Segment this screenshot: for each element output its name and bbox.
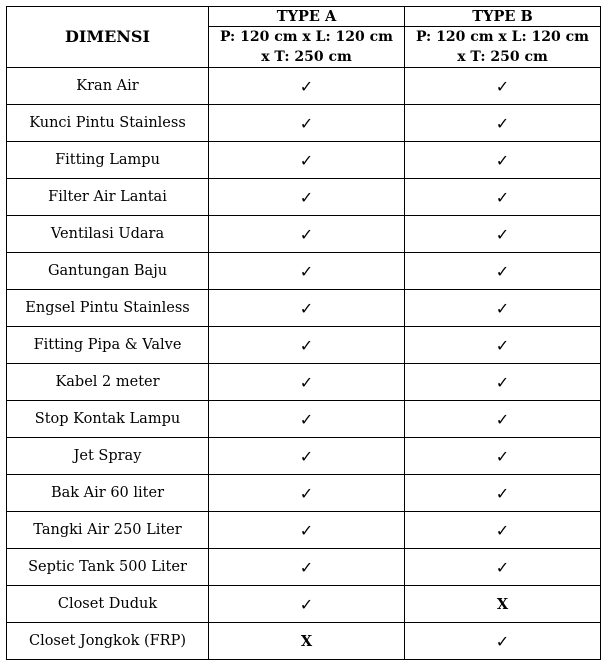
table-row [7,364,601,401]
type-a-dimension-line-2: x T: 250 cm [261,49,352,65]
type-a-check-icon: ✓ [209,475,405,512]
dimension-header: DIMENSI [7,7,209,68]
item-name: Jet Spray [7,438,209,475]
item-name: Closet Duduk [7,586,209,623]
table-row [7,438,601,475]
type-a-check-icon: ✓ [209,512,405,549]
type-b-check-icon: ✓ [405,68,601,105]
table-body [7,68,601,660]
type-b-check-icon: ✓ [405,290,601,327]
table-row [7,290,601,327]
type-b-check-icon: ✓ [405,364,601,401]
table-row [7,549,601,586]
type-a-check-icon: ✓ [209,290,405,327]
type-b-check-icon: ✓ [405,327,601,364]
type-a-dimensions [209,27,405,68]
table-row [7,623,601,660]
type-a-check-icon: ✓ [209,179,405,216]
type-a-dimension-line-1: P: 120 cm x L: 120 cm [220,29,393,45]
item-name: Filter Air Lantai [7,179,209,216]
type-b-check-icon: ✓ [405,475,601,512]
table-row [7,475,601,512]
type-b-dimensions [405,27,601,68]
table-row [7,327,601,364]
item-name: Closet Jongkok (FRP) [7,623,209,660]
type-b-cross-mark: X [405,586,601,623]
type-b-check-icon: ✓ [405,401,601,438]
item-name: Kran Air [7,68,209,105]
table-row [7,586,601,623]
type-b-dimension-line-2: x T: 250 cm [457,49,548,65]
type-b-check-icon: ✓ [405,216,601,253]
type-a-header: TYPE A [209,7,405,27]
item-name: Gantungan Baju [7,253,209,290]
type-b-check-icon: ✓ [405,179,601,216]
item-name: Bak Air 60 liter [7,475,209,512]
type-a-check-icon: ✓ [209,105,405,142]
header-row-type [7,7,601,27]
type-a-check-icon: ✓ [209,216,405,253]
item-name: Kabel 2 meter [7,364,209,401]
type-a-check-icon: ✓ [209,142,405,179]
table-row [7,401,601,438]
table-row [7,142,601,179]
type-a-check-icon: ✓ [209,401,405,438]
item-name: Kunci Pintu Stainless [7,105,209,142]
item-name: Stop Kontak Lampu [7,401,209,438]
type-a-check-icon: ✓ [209,327,405,364]
type-b-check-icon: ✓ [405,253,601,290]
comparison-table [6,6,601,660]
type-b-header: TYPE B [405,7,601,27]
type-a-check-icon: ✓ [209,586,405,623]
item-name: Tangki Air 250 Liter [7,512,209,549]
table-header [7,7,601,68]
item-name: Septic Tank 500 Liter [7,549,209,586]
item-name: Engsel Pintu Stainless [7,290,209,327]
table-row [7,68,601,105]
item-name: Fitting Lampu [7,142,209,179]
table-row [7,216,601,253]
type-b-check-icon: ✓ [405,438,601,475]
item-name: Ventilasi Udara [7,216,209,253]
type-b-check-icon: ✓ [405,623,601,660]
table-row [7,512,601,549]
type-b-check-icon: ✓ [405,142,601,179]
type-b-dimension-line-1: P: 120 cm x L: 120 cm [416,29,589,45]
type-b-check-icon: ✓ [405,105,601,142]
table-row [7,179,601,216]
type-a-check-icon: ✓ [209,438,405,475]
type-a-check-icon: ✓ [209,549,405,586]
type-b-check-icon: ✓ [405,512,601,549]
table-row [7,253,601,290]
type-a-check-icon: ✓ [209,253,405,290]
item-name: Fitting Pipa & Valve [7,327,209,364]
type-a-check-icon: ✓ [209,68,405,105]
type-b-check-icon: ✓ [405,549,601,586]
type-a-cross-mark: X [209,623,405,660]
table-row [7,105,601,142]
type-a-check-icon: ✓ [209,364,405,401]
